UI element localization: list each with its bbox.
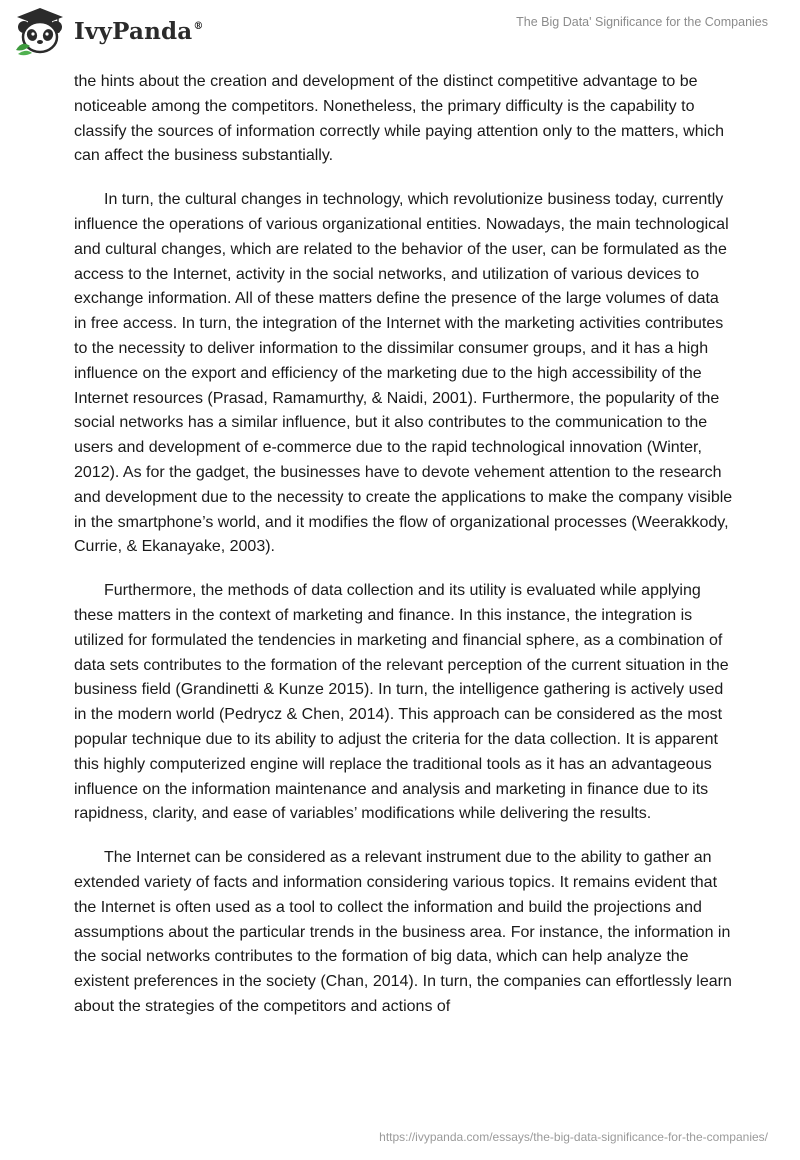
document-title: The Big Data' Significance for the Companies <box>516 15 768 29</box>
essay-body <box>74 70 734 1039</box>
paragraph: In turn, the cultural changes in technology, which revolutionize business today, currently influence the operations of various organizational entities. Nowadays, the main technological and cultural changes, which are related to the behavior of the user, can be formulated as the access to the Internet, activity in the social networks, and utilization of various devices to exchange information. All of these matters define the presence of the large volumes of data in free access. In turn, the integration of the Internet with the marketing activities contributes to the necessity to deliver information to the dissimilar consumer groups, and it has a high influence on the export and efficiency of the marketing due to the high accessibility of the Internet resources (Prasad, Ramamurthy, & Naidi, 2001). Furthermore, the popularity of the social networks has a similar influence, but it also contributes to the communication to the users and development of e-commerce due to the rapid technological innovation (Winter, 2012). As for the gadget, the businesses have to devote vehement attention to the research and development due to the necessity to create the applications to make the company visible in the smartphone’s world, and it modifies the flow of organizational processes (Weerakkody, Currie, & Ekanayake, 2003). <box>74 191 733 556</box>
brand-name: IvyPanda® <box>74 17 204 45</box>
ivypanda-logo[interactable] <box>14 6 204 56</box>
page-header <box>0 0 800 62</box>
paragraph: Furthermore, the methods of data collection and its utility is evaluated while applying these matters in the context of marketing and finance. In this instance, the integration is utilized for formulated the tendencies in marketing and financial sphere, as a combination of data sets contributes to the formation of the relevant perception of the current situation in the business field (Grandinetti & Kunze 2015). In turn, the intelligence gathering is actively used in the modern world (Pedrycz & Chen, 2014). This approach can be considered as the most popular technique due to its ability to adjust the criteria for the data collection. It is apparent this highly computerized engine will replace the traditional tools as it has an advantageous influence on the information maintenance and analysis and marketing in finance due to its rapidness, clarity, and ease of variables’ modifications while delivering the results. <box>74 582 729 823</box>
panda-graduate-icon <box>14 6 66 56</box>
paragraph: The Internet can be considered as a relevant instrument due to the ability to gather an extended variety of facts and information considering various topics. It remains evident that the Internet is often used as a tool to collect the information and build the projections and assumptions about the particular trends in the business area. For instance, the information in the social networks contributes to the formation of big data, which can help analyze the existent preferences in the society (Chan, 2014). In turn, the companies can effortlessly learn about the strategies of the competitors and actions of <box>74 849 732 1015</box>
source-url[interactable]: https://ivypanda.com/essays/the-big-data-significance-for-the-companies/ <box>379 1130 768 1144</box>
paragraph: the hints about the creation and development of the distinct competitive advantage to be noticeable among the competitors. Nonetheless, the primary difficulty is the capability to classify the sources of information correctly while paying attention only to the matters, which can affect the business substantially. <box>74 73 725 165</box>
